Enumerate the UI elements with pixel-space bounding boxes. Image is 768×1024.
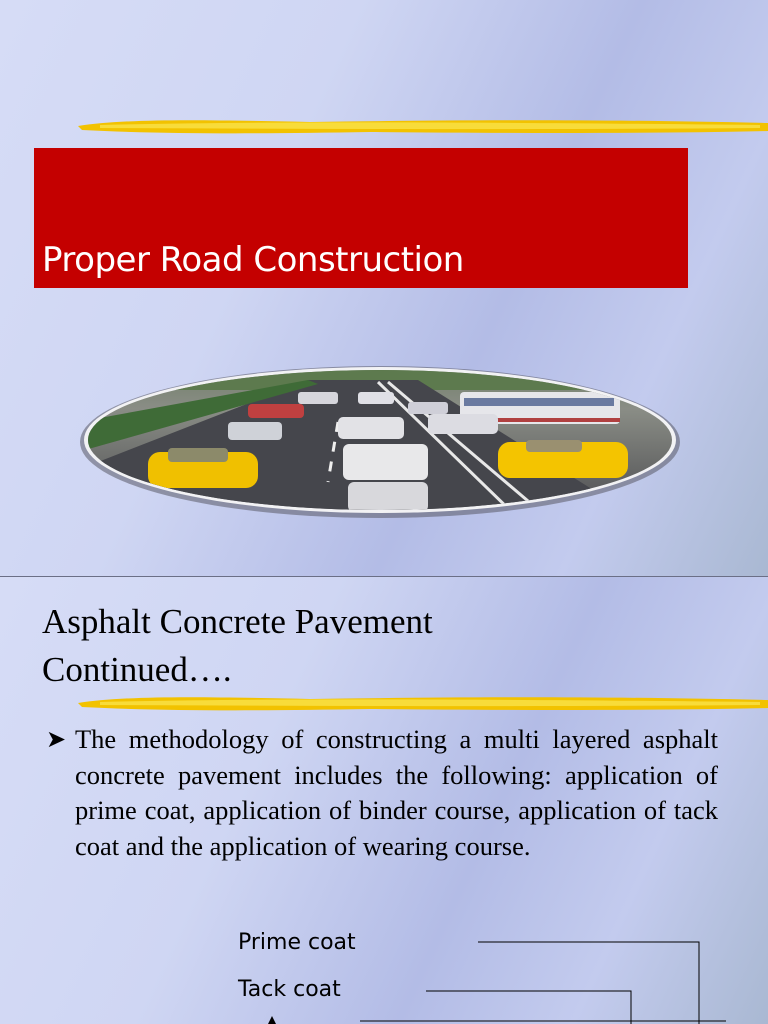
bullet-text: The methodology of constructing a multi layered asphalt concrete pavement includes the following: application of prime coat, application of binder course, application of tack coat and the application of wearing course.	[75, 724, 718, 861]
heading-line-1: Asphalt Concrete Pavement	[42, 602, 433, 641]
tack-coat-label: Tack coat	[238, 977, 341, 1002]
prime-coat-label: Prime coat	[238, 930, 356, 955]
arrow-bullet-icon: ➤	[46, 727, 67, 753]
heading-line-2: Continued….	[42, 650, 232, 689]
slide-title: Proper Road Construction	[42, 240, 464, 280]
